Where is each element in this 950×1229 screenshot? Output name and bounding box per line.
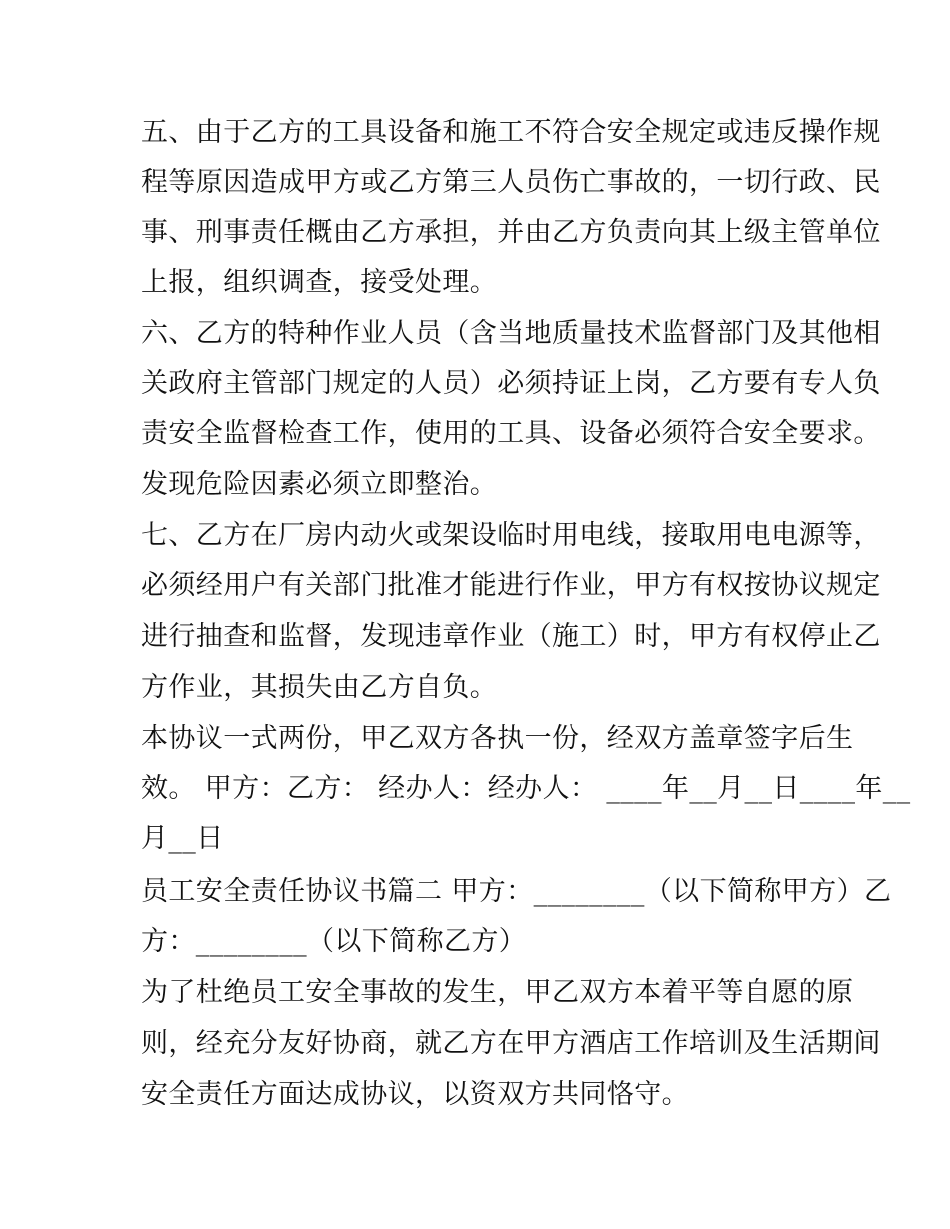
text-line: 方：________（以下简称乙方） — [141, 926, 527, 957]
text-line: 进行抽查和监督，发现违章作业（施工）时，甲方有权停止乙 — [141, 621, 881, 652]
text-line: 上报，组织调查，接受处理。 — [141, 267, 498, 298]
text-line: 六、乙方的特种作业人员（含当地质量技术监督部门及其他相 — [141, 318, 881, 349]
text-line: 为了杜绝员工安全事故的发生，甲乙双方本着平等自愿的原 — [141, 977, 854, 1008]
text-line: 关政府主管部门规定的人员）必须持证上岗，乙方要有专人负 — [141, 368, 881, 399]
text-line: 必须经用户有关部门批准才能进行作业，甲方有权按协议规定 — [141, 570, 881, 601]
text-line: 责安全监督检查工作，使用的工具、设备必须符合安全要求。 — [141, 418, 881, 449]
text-line: 事、刑事责任概由乙方承担，并由乙方负责向其上级主管单位 — [141, 217, 881, 248]
text-line: 五、由于乙方的工具设备和施工不符合安全规定或违反操作规 — [141, 117, 881, 148]
text-line: 方作业，其损失由乙方自负。 — [141, 672, 498, 703]
text-line: 发现危险因素必须立即整治。 — [141, 469, 498, 500]
text-line: 月__日 — [141, 823, 224, 854]
text-line: 安全责任方面达成协议，以资双方共同恪守。 — [141, 1079, 689, 1110]
text-line: 员工安全责任协议书篇二 甲方：________（以下简称甲方）乙 — [141, 876, 892, 907]
text-line: 七、乙方在厂房内动火或架设临时用电线，接取用电电源等， — [141, 520, 881, 551]
text-line: 程等原因造成甲方或乙方第三人员伤亡事故的，一切行政、民 — [141, 167, 881, 198]
text-line: 则，经充分友好协商，就乙方在甲方酒店工作培训及生活期间 — [141, 1028, 881, 1059]
text-line: 效。 甲方：乙方： 经办人：经办人： ____年__月__日____年__ — [141, 773, 911, 804]
text-line: 本协议一式两份，甲乙双方各执一份，经双方盖章签字后生 — [141, 723, 854, 754]
